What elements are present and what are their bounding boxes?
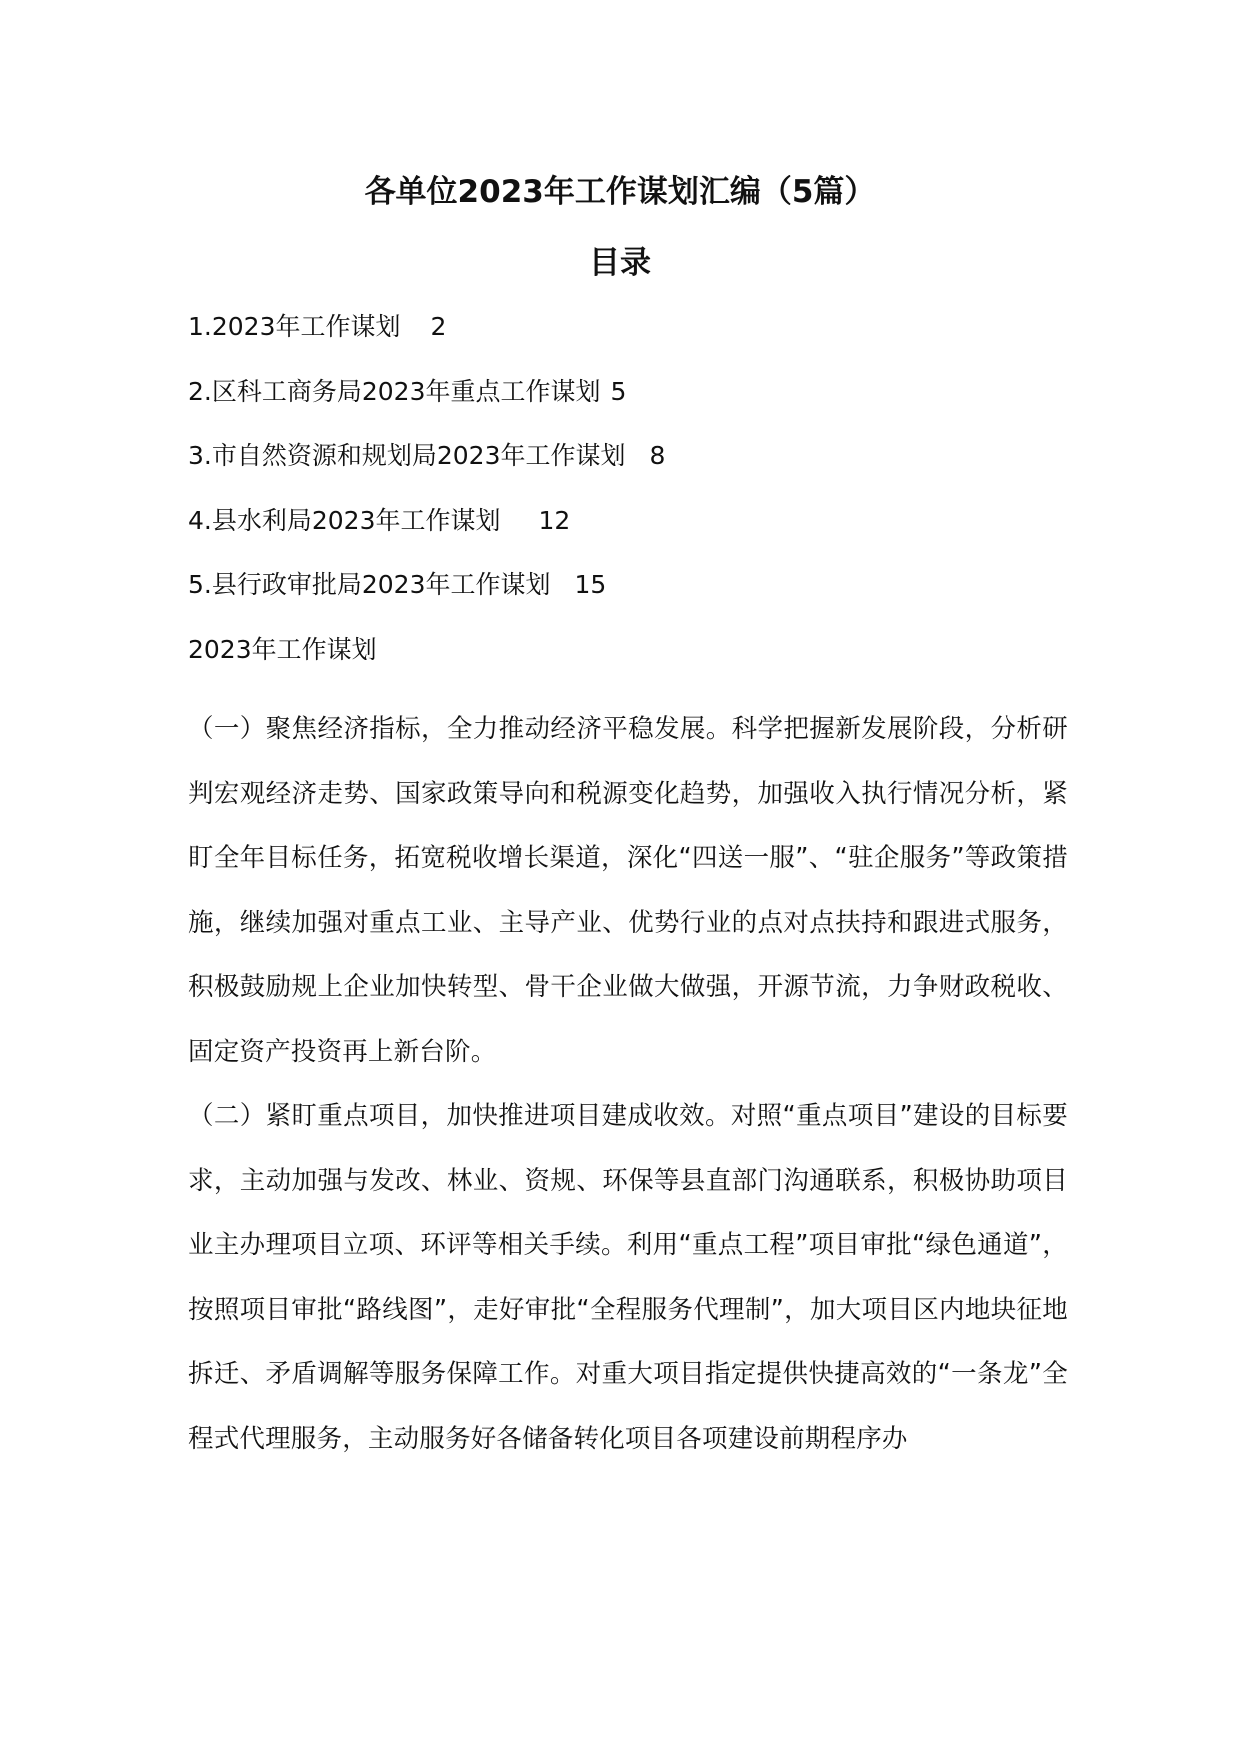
- paragraph: （二）紧盯重点项目，加快推进项目建成收效。对照“重点项目”建设的目标要求，主动加强与发改、林业、资规、环保等县直部门沟通联系，积极协助项目业主办理项目立项、环评等相关手续。利用“重点工程”项目审批“绿色通道”，按照项目审批“路线图”，走好审批“全程服务代理制”，加大项目区内地块征地拆迁、矛盾调解等服务保障工作。对重大项目指定提供快捷高效的“一条龙”全程式代理服务，主动服务好各储备转化项目各项建设前期程序办: [188, 1101, 1068, 1454]
- body-text: [188, 697, 1068, 1471]
- toc-item[interactable]: [188, 568, 1088, 633]
- toc-heading: 目录: [589, 245, 651, 281]
- section-title: 2023年工作谋划: [188, 635, 377, 664]
- toc-item-page: 5: [610, 376, 627, 406]
- paragraph: （一）聚焦经济指标，全力推动经济平稳发展。科学把握新发展阶段，分析研判宏观经济走势、国家政策导向和税源变化趋势，加强收入执行情况分析，紧盯全年目标任务，拓宽税收增长渠道，深化“四送一服”、“驻企服务”等政策措施，继续加强对重点工业、主导产业、优势行业的点对点扶持和跟进式服务，积极鼓励规上企业加快转型、骨干企业做大做强，开源节流，力争财政税收、固定资产投资再上新台阶。: [188, 714, 1068, 1067]
- toc-item[interactable]: [188, 439, 1088, 504]
- table-of-contents: [188, 310, 1088, 633]
- toc-item[interactable]: [188, 375, 1088, 440]
- toc-item[interactable]: [188, 504, 1088, 569]
- document-title: 各单位2023年工作谋划汇编（5篇）: [364, 174, 876, 210]
- toc-item-label: 3.市自然资源和规划局2023年工作谋划: [188, 441, 626, 470]
- toc-item-label: 2.区科工商务局2023年重点工作谋划: [188, 376, 601, 406]
- toc-item-page: 8: [649, 441, 666, 470]
- toc-item-label: 1.2023年工作谋划: [188, 312, 401, 341]
- toc-item-page: 2: [430, 312, 447, 341]
- toc-item-label: 4.县水利局2023年工作谋划: [188, 505, 501, 535]
- toc-item[interactable]: [188, 310, 1088, 375]
- toc-item-page: 12: [538, 505, 571, 535]
- toc-item-label: 5.县行政审批局2023年工作谋划: [188, 570, 551, 599]
- toc-item-page: 15: [574, 570, 607, 599]
